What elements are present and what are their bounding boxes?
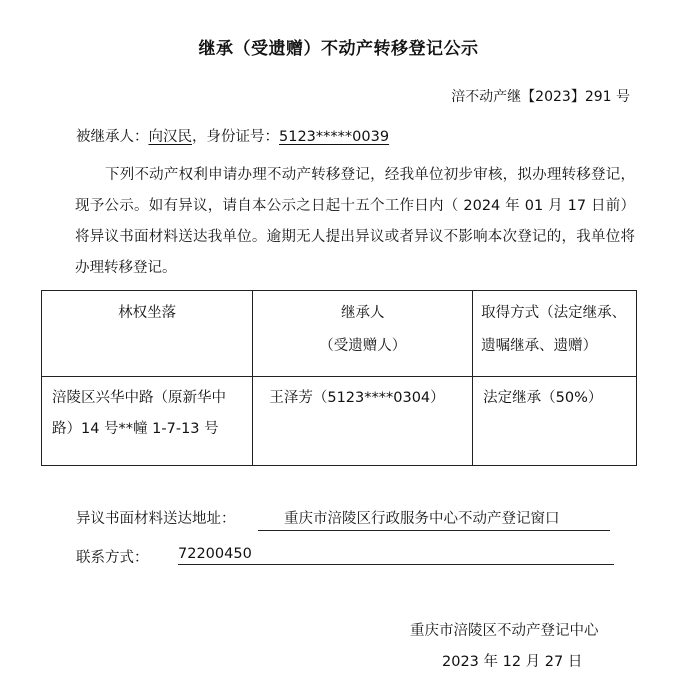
issue-date: 2023 年 12 月 27 日 [442, 654, 583, 670]
decedent-line [76, 125, 389, 146]
property-table [41, 290, 637, 466]
table-header-row [42, 291, 637, 377]
decedent-name: 向汉民 [148, 129, 192, 145]
address-value: 重庆市涪陵区行政服务中心不动产登记窗口 [258, 507, 610, 531]
header-location [42, 291, 253, 377]
header-method [473, 291, 637, 377]
contact-value: 72200450 [178, 546, 614, 565]
decedent-prefix: 被继承人： [76, 129, 149, 145]
cell-heir: 王泽芳（5123****0304） [253, 377, 473, 466]
cell-location: 涪陵区兴华中路（原新华中路）14 号**幢 1-7-13 号 [42, 377, 253, 466]
notice-title: 继承（受遗赠）不动产转移登记公示 [198, 39, 479, 59]
table-row [42, 377, 637, 466]
header-method-text: 取得方式（法定继承、遗嘱继承、遗赠） [481, 305, 627, 354]
contact-label: 联系方式： [76, 550, 149, 566]
notice-body: 下列不动产权利申请办理不动产转移登记，经我单位初步审核，拟办理转移登记，现予公示。如有异议，请自本公示之日起十五个工作日内（ 2024 年 01 月 17 日前）将异议书面材料送达我单位。逾期无人提出异议或者异议不影响本次登记的，我单位将办理转移登记。 [75, 167, 635, 276]
header-heir [253, 291, 473, 377]
issuing-organization: 重庆市涪陵区不动产登记中心 [410, 623, 599, 639]
document-number: 涪不动产继【2023】291 号 [451, 89, 630, 105]
header-heir-text: 继承人 （受遗赠人） [319, 305, 407, 354]
decedent-id: 5123*****0039 [279, 129, 390, 145]
header-location-text: 林权坐落 [118, 305, 177, 321]
id-label: ，身份证号： [192, 129, 279, 145]
address-label: 异议书面材料送达地址： [76, 511, 236, 527]
cell-method: 法定继承（50%） [473, 377, 637, 466]
